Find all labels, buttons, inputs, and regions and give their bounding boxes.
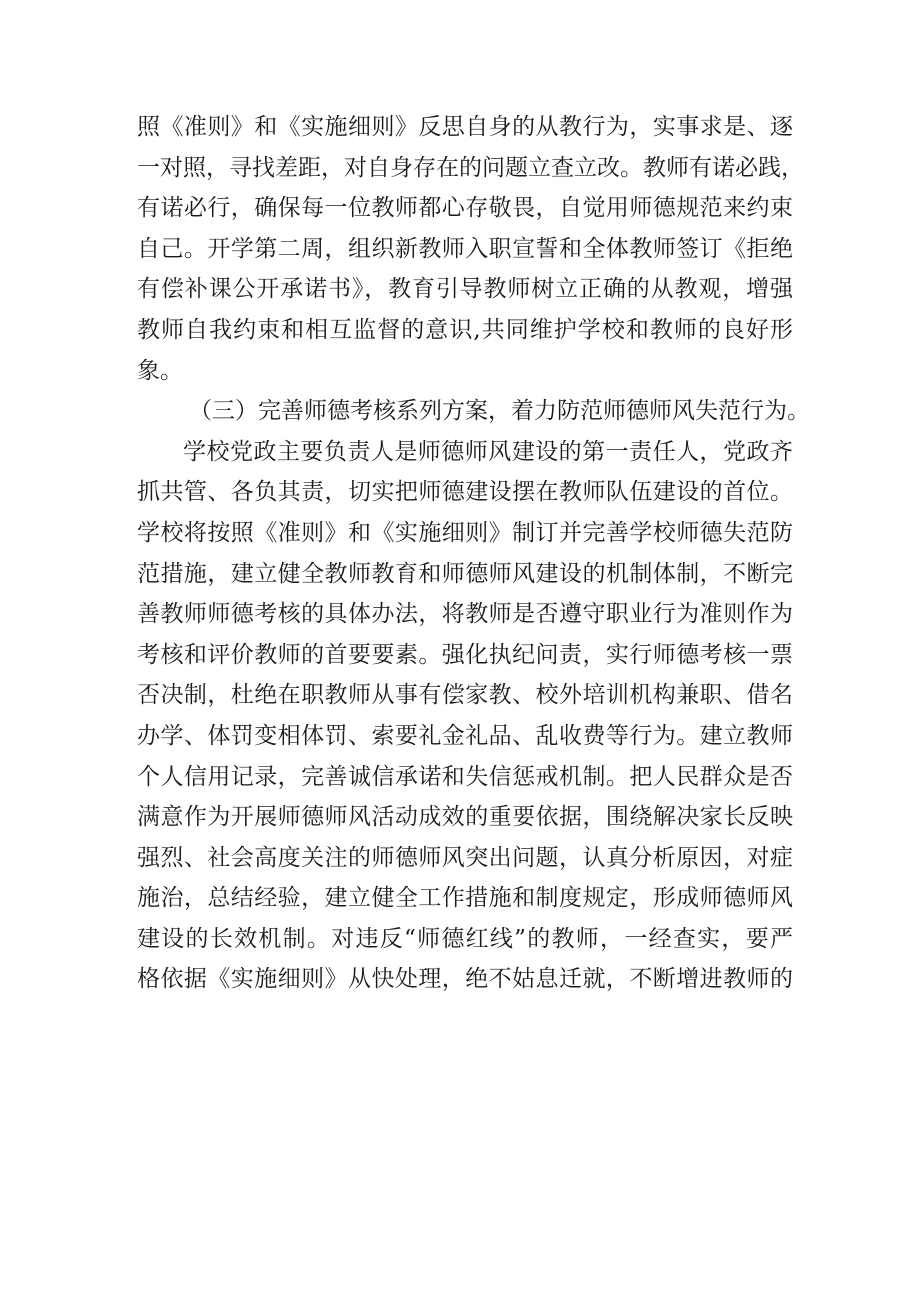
text-line: 善教师师德考核的具体办法，将教师是否遵守职业行为准则作为 [137,601,793,628]
section-heading: （三）完善师德考核系列方案，着力防范师德师风失范行为。 [189,398,810,425]
text-line: 一对照，寻找差距，对自身存在的问题立查立改。教师有诺必践， [137,154,804,181]
paragraph-continued [137,107,804,391]
text-line: 个人信用记录，完善诚信承诺和失信惩戒机制。把人民群众是否 [137,763,793,790]
text-line: 抓共管、各负其责，切实把师德建设摆在教师队伍建设的首位。 [137,479,793,506]
text-line: 自己。开学第二周，组织新教师入职宣誓和全体教师签订《拒绝 [137,235,793,262]
text-line: 考核和评价教师的首要要素。强化执纪问责，实行师德考核一票 [137,641,793,668]
text-line: 学校党政主要负责人是师德师风建设的第一责任人，党政齐 [183,438,793,465]
text-line: 建设的长效机制。对违反“师德红线”的教师，一经查实，要严 [137,925,793,952]
text-line: 教师自我约束和相互监督的意识,共同维护学校和教师的良好形 [137,316,793,343]
text-line: 格依据《实施细则》从快处理，绝不姑息迁就，不断增进教师的 [137,966,793,993]
text-line: 满意作为开展师德师风活动成效的重要依据，围绕解决家长反映 [137,804,793,831]
text-line: 象。 [137,357,183,384]
text-line: 照《准则》和《实施细则》反思自身的从教行为，实事求是、逐 [137,114,793,140]
text-line: 强烈、社会高度关注的师德师风突出问题，认真分析原因，对症 [137,844,793,871]
text-line: 施治，总结经验，建立健全工作措施和制度规定，形成师德师风 [137,885,793,912]
paragraph-main [137,432,793,1000]
text-line: 否决制，杜绝在职教师从事有偿家教、校外培训机构兼职、借名 [137,682,793,709]
text-line: 办学、体罚变相体罚、索要礼金礼品、乱收费等行为。建立教师 [137,722,793,749]
document-body [137,107,810,1000]
text-line: 有诺必行，确保每一位教师都心存敬畏，自觉用师德规范来约束 [137,195,793,222]
text-line: 有偿补课公开承诺书》，教育引导教师树立正确的从教观，增强 [137,276,793,303]
text-line: 学校将按照《准则》和《实施细则》制订并完善学校师德失范防 [137,519,793,546]
text-line: 范措施，建立健全教师教育和师德师风建设的机制体制，不断完 [137,560,793,587]
